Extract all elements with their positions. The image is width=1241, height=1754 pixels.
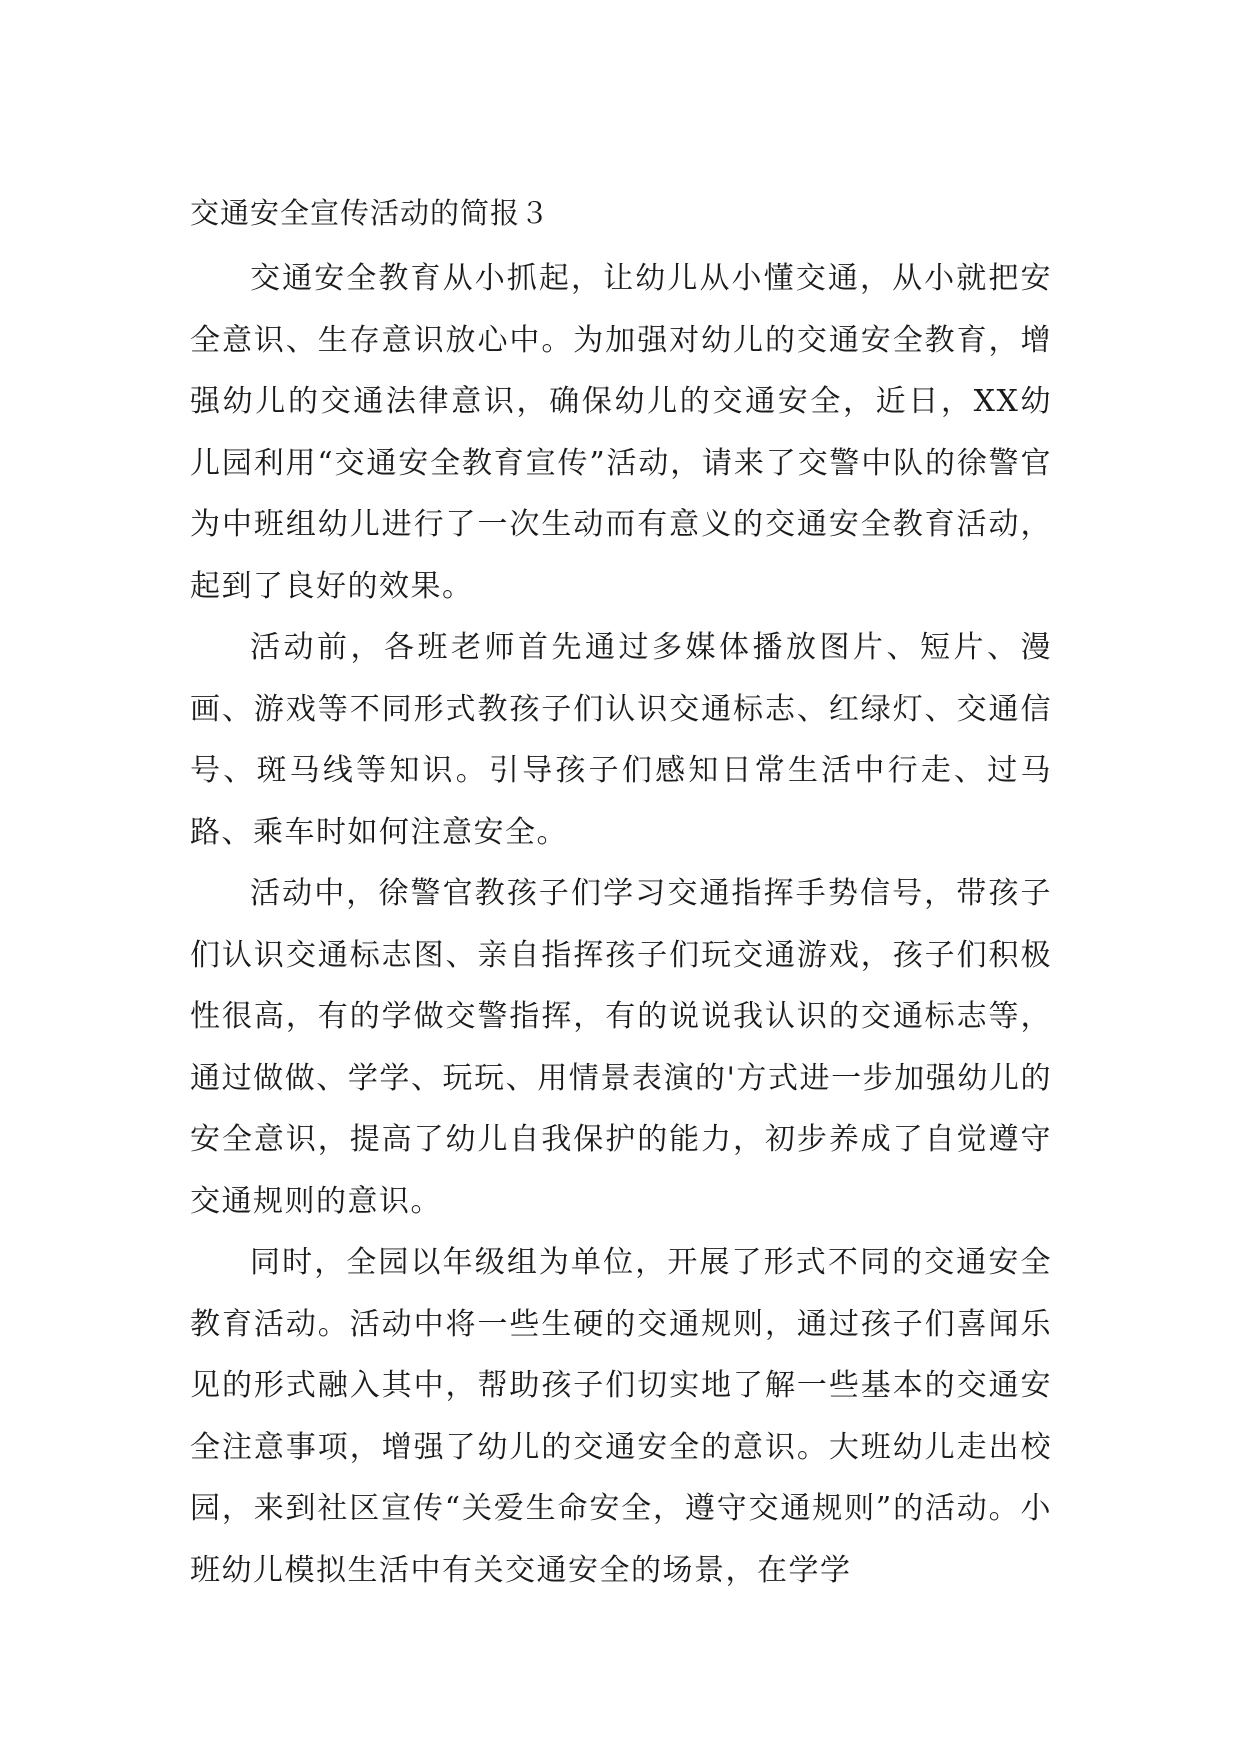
paragraph-2: 活动前，各班老师首先通过多媒体播放图片、短片、漫画、游戏等不同形式教孩子们认识交通标志、红绿灯、交通信号、斑马线等知识。引导孩子们感知日常生活中行走、过马路、乘车时如何注意安全。 bbox=[190, 630, 1052, 850]
document-body bbox=[190, 190, 1052, 1601]
paragraph-1: 交通安全教育从小抓起，让幼儿从小懂交通，从小就把安全意识、生存意识放心中。为加强对幼儿的交通安全教育，增强幼儿的交通法律意识，确保幼儿的交通安全，近日，XX幼儿园利用“交通安全教育宣传”活动，请来了交警中队的徐警官为中班组幼儿进行了一次生动而有意义的交通安全教育活动，起到了良好的效果。 bbox=[190, 261, 1052, 604]
paragraph-3: 活动中，徐警官教孩子们学习交通指挥手势信号，带孩子们认识交通标志图、亲自指挥孩子们玩交通游戏，孩子们积极性很高，有的学做交警指挥，有的说说我认识的交通标志等，通过做做、学学、玩玩、用情景表演的'方式进一步加强幼儿的安全意识，提高了幼儿自我保护的能力，初步养成了自觉遵守交通规则的意识。 bbox=[190, 876, 1052, 1219]
paragraph-4: 同时，全园以年级组为单位，开展了形式不同的交通安全教育活动。活动中将一些生硬的交通规则，通过孩子们喜闻乐见的形式融入其中，帮助孩子们切实地了解一些基本的交通安全注意事项，增强了幼儿的交通安全的意识。大班幼儿走出校园，来到社区宣传“关爱生命安全，遵守交通规则”的活动。小班幼儿模拟生活中有关交通安全的场景，在学学 bbox=[190, 1245, 1052, 1588]
document-title: 交通安全宣传活动的简报３ bbox=[190, 196, 551, 230]
